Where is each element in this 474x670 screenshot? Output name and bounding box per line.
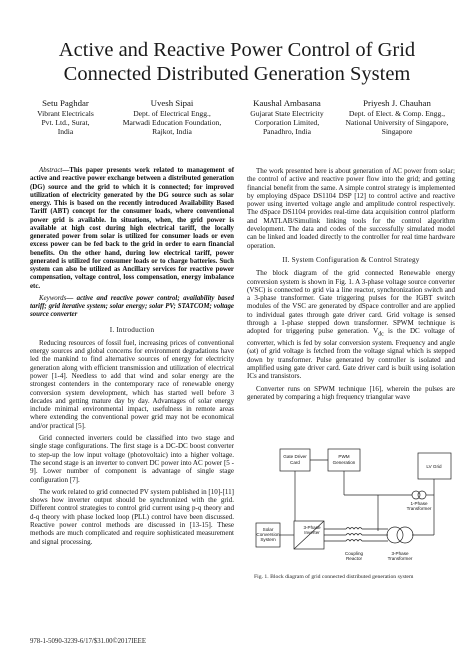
section-heading-system-configuration: II. System Configuration & Control Strategy: [282, 255, 420, 264]
author-affiliation: Marwadi Education Foundation,: [122, 118, 222, 128]
author-affiliation: Panadhro, India: [262, 127, 312, 137]
author-name: Setu Paghdar: [42, 98, 89, 108]
author-affiliation: Dept. of Elect. & Comp. Engg.,: [348, 109, 446, 118]
vdc-subscript: dc: [378, 331, 384, 338]
gate-driver-label: Card: [290, 460, 300, 465]
three-phase-transformer-label: 3-Phase: [391, 551, 409, 556]
reactor-coil: [346, 534, 362, 536]
body-paragraph-2-text: The block diagram of the grid connected Renewable energy conversion system is shown in Fig. 1. A 3-phase voltage source converter (VSC) is connected to grid via a line reactor, synchronization switch and a 3-phase transformer. Gate triggering pulses for the IGBT switch modules of the VSC are generated by dSpace controller and are applied to individual gates through gate driver card. Grid voltage is sensed through a 1-phase stepped down transformer. SPWM technique is adopted for triggering pulse generation. V: [247, 269, 455, 336]
three-phase-transformer-label: Transformer: [387, 556, 413, 561]
pwm-label: Generation: [332, 460, 356, 465]
transformer-winding: [387, 527, 403, 543]
body-paragraph-2-rest: is the DC voltage of converter, which is fed by solar conversion system. Frequency and angle (ωt) of grid voltage is fetched from the voltage signal which is stepped down by transformer. Pulse generated by controller is isolated and amplified using gate driver card. Gate driver card is built using isolation ICs and transistors.: [247, 327, 455, 381]
author-affiliation: Corporation Limited,: [254, 118, 320, 128]
solar-conversion-label: Solar: [262, 527, 274, 532]
coupling-reactor-label: Reactor: [345, 556, 363, 561]
author-affiliation: National University of Singapore,: [345, 118, 449, 128]
abstract-label: Abstract: [39, 167, 63, 174]
section-heading-introduction: I. Introduction: [109, 325, 155, 334]
reactor-coil: [346, 540, 362, 542]
keywords-text: — active and reactive power control; availability based tariff; grid iterative system; solar energy; solar PV; STATCOM; voltage source converter: [30, 294, 234, 319]
lv-grid-label: LV Grid: [426, 464, 442, 469]
inverter-label: 3-Phase: [303, 525, 321, 530]
intro-paragraph-1: Reducing resources of fossil fuel, increasing prices of conventional energy sources and global concerns for environment degradations have led the mankind to find alternative sources of energy for electricity generation along with efficient transmission and utilization of electrical power [1-4]. Needless to add that wind and solar energy are the strongest contenders in the contemporary race of renewable energy conversion system development, which has started well before 3 decades and getting mature day by day. Advantages of solar energy include minimal environmental impact, usefulness in remote areas where extending the conventional power grid may not be economical and/or practical [5].: [30, 338, 234, 430]
paper-title: [20, 38, 454, 86]
abstract-text: —This paper presents work related to management of active and reactive power exchange between a distributed generation (DG) source and the grid to which it is connected; for improved utilization of electricity generated by the DG source such as solar energy. This is based on the recently introduced Availability Based Tariff (ABT) concept for the consumer loads, where conventional power grid is available. In situations, when, the grid power is available at high cost during high electrical tariff, the locally generated power from solar is utilized for consumer loads or even excess power can be fed back to the grid in order to earn financial benefits. On the other hand, during low electrical tariff, power generated is utilized for consumer loads or to charge batteries. Such system can also be utilized as Ancillary services for reactive power compensation, voltage control, loss compensation, energy imbalance etc.: [30, 167, 234, 290]
block-diagram-figure: [250, 443, 455, 567]
left-column: [30, 167, 234, 550]
one-phase-transformer-label: 1-Phase: [410, 501, 428, 506]
intro-paragraph-2: Grid connected inverters could be classified into two stage and single stage configurations. The first stage is a DC-DC boost converter to step-up the low input voltage (photovoltaic) into a higher voltage. The second stage is an inverter to convert DC power into AC power [5 - 9]. Lower number of component is advantage of single stage configuration [7].: [30, 434, 234, 484]
title-line-2: Connected Distributed Generation System: [63, 63, 411, 85]
transformer-winding: [397, 527, 413, 543]
author-affiliation: Vibrant Electricals: [37, 109, 94, 118]
title-line-1: Active and Reactive Power Control of Grid: [58, 39, 416, 61]
keywords: [30, 295, 234, 320]
author-4: [336, 98, 458, 137]
author-2: [110, 98, 234, 137]
one-phase-transformer-label: Transformer: [406, 506, 432, 511]
body-paragraph-3: Converter runs on SPWM technique [16], wherein the pulses are generated by comparing a high frequency triangular wave: [247, 384, 455, 401]
author-affiliation: Singapore: [381, 127, 413, 137]
author-3: [232, 98, 342, 137]
body-paragraph-1: The work presented here is about generation of AC power from solar; the control of active and reactive power flow into the grid; and getting financial benefit from the same. A simple control strategy is implemented by employing dSpace DS1104 DSP [12] to control active and reactive power using inverted voltage angle and amplitude control respectively. The dSpace DS1104 provides real-time data acquisition control platform and MATLAB/Simulink linking tools for the control algorithm development. The data and codes of the successfully simulated model can be linked and loaded directly to the controller for real time hardware operation.: [247, 167, 455, 250]
author-affiliation: India: [57, 127, 74, 137]
single-phase-winding: [418, 491, 426, 499]
coupling-reactor-label: Coupling: [344, 551, 364, 556]
solar-conversion-label: System: [260, 537, 276, 542]
copyright-footer: 978-1-5090-3239-6/17/$31.00©2017IEEE: [30, 638, 146, 645]
author-affiliation: Rajkot, India: [152, 127, 192, 137]
inverter-label: Inverter: [304, 530, 320, 535]
author-affiliation: Dept. of Electrical Engg.,: [133, 109, 211, 118]
body-paragraph-2: [247, 269, 455, 380]
author-affiliation: Gujarat State Electricity: [250, 109, 324, 118]
author-name: Uvesh Sipai: [150, 98, 194, 108]
solar-conversion-label: Conversion: [256, 532, 280, 537]
right-column: [247, 167, 455, 405]
author-1: [18, 98, 113, 137]
intro-paragraph-3: The work related to grid connected PV system published in [10]-[11] shows how inverter output should be synchronized with the grid. Different control strategies to control grid current using p-q theory and d-q theory with phase locked loop (PLL) control have been discussed. Reactive power control methods are discussed in [13-15]. These methods are much complicated and require sophisticated measurement and signal processing.: [30, 487, 234, 546]
abstract: [30, 167, 234, 291]
author-name: Priyesh J. Chauhan: [363, 98, 431, 108]
figure-caption: Fig. 1. Block diagram of grid connected distributed generation system: [254, 574, 414, 580]
keywords-label: Keywords: [39, 294, 67, 302]
gate-driver-label: Gate Driver: [283, 454, 307, 459]
pwm-label: PWM: [338, 454, 350, 459]
author-affiliation: Pvt. Ltd., Surat,: [41, 118, 90, 128]
reactor-coil: [346, 528, 362, 530]
author-name: Kaushal Ambasana: [253, 98, 321, 108]
